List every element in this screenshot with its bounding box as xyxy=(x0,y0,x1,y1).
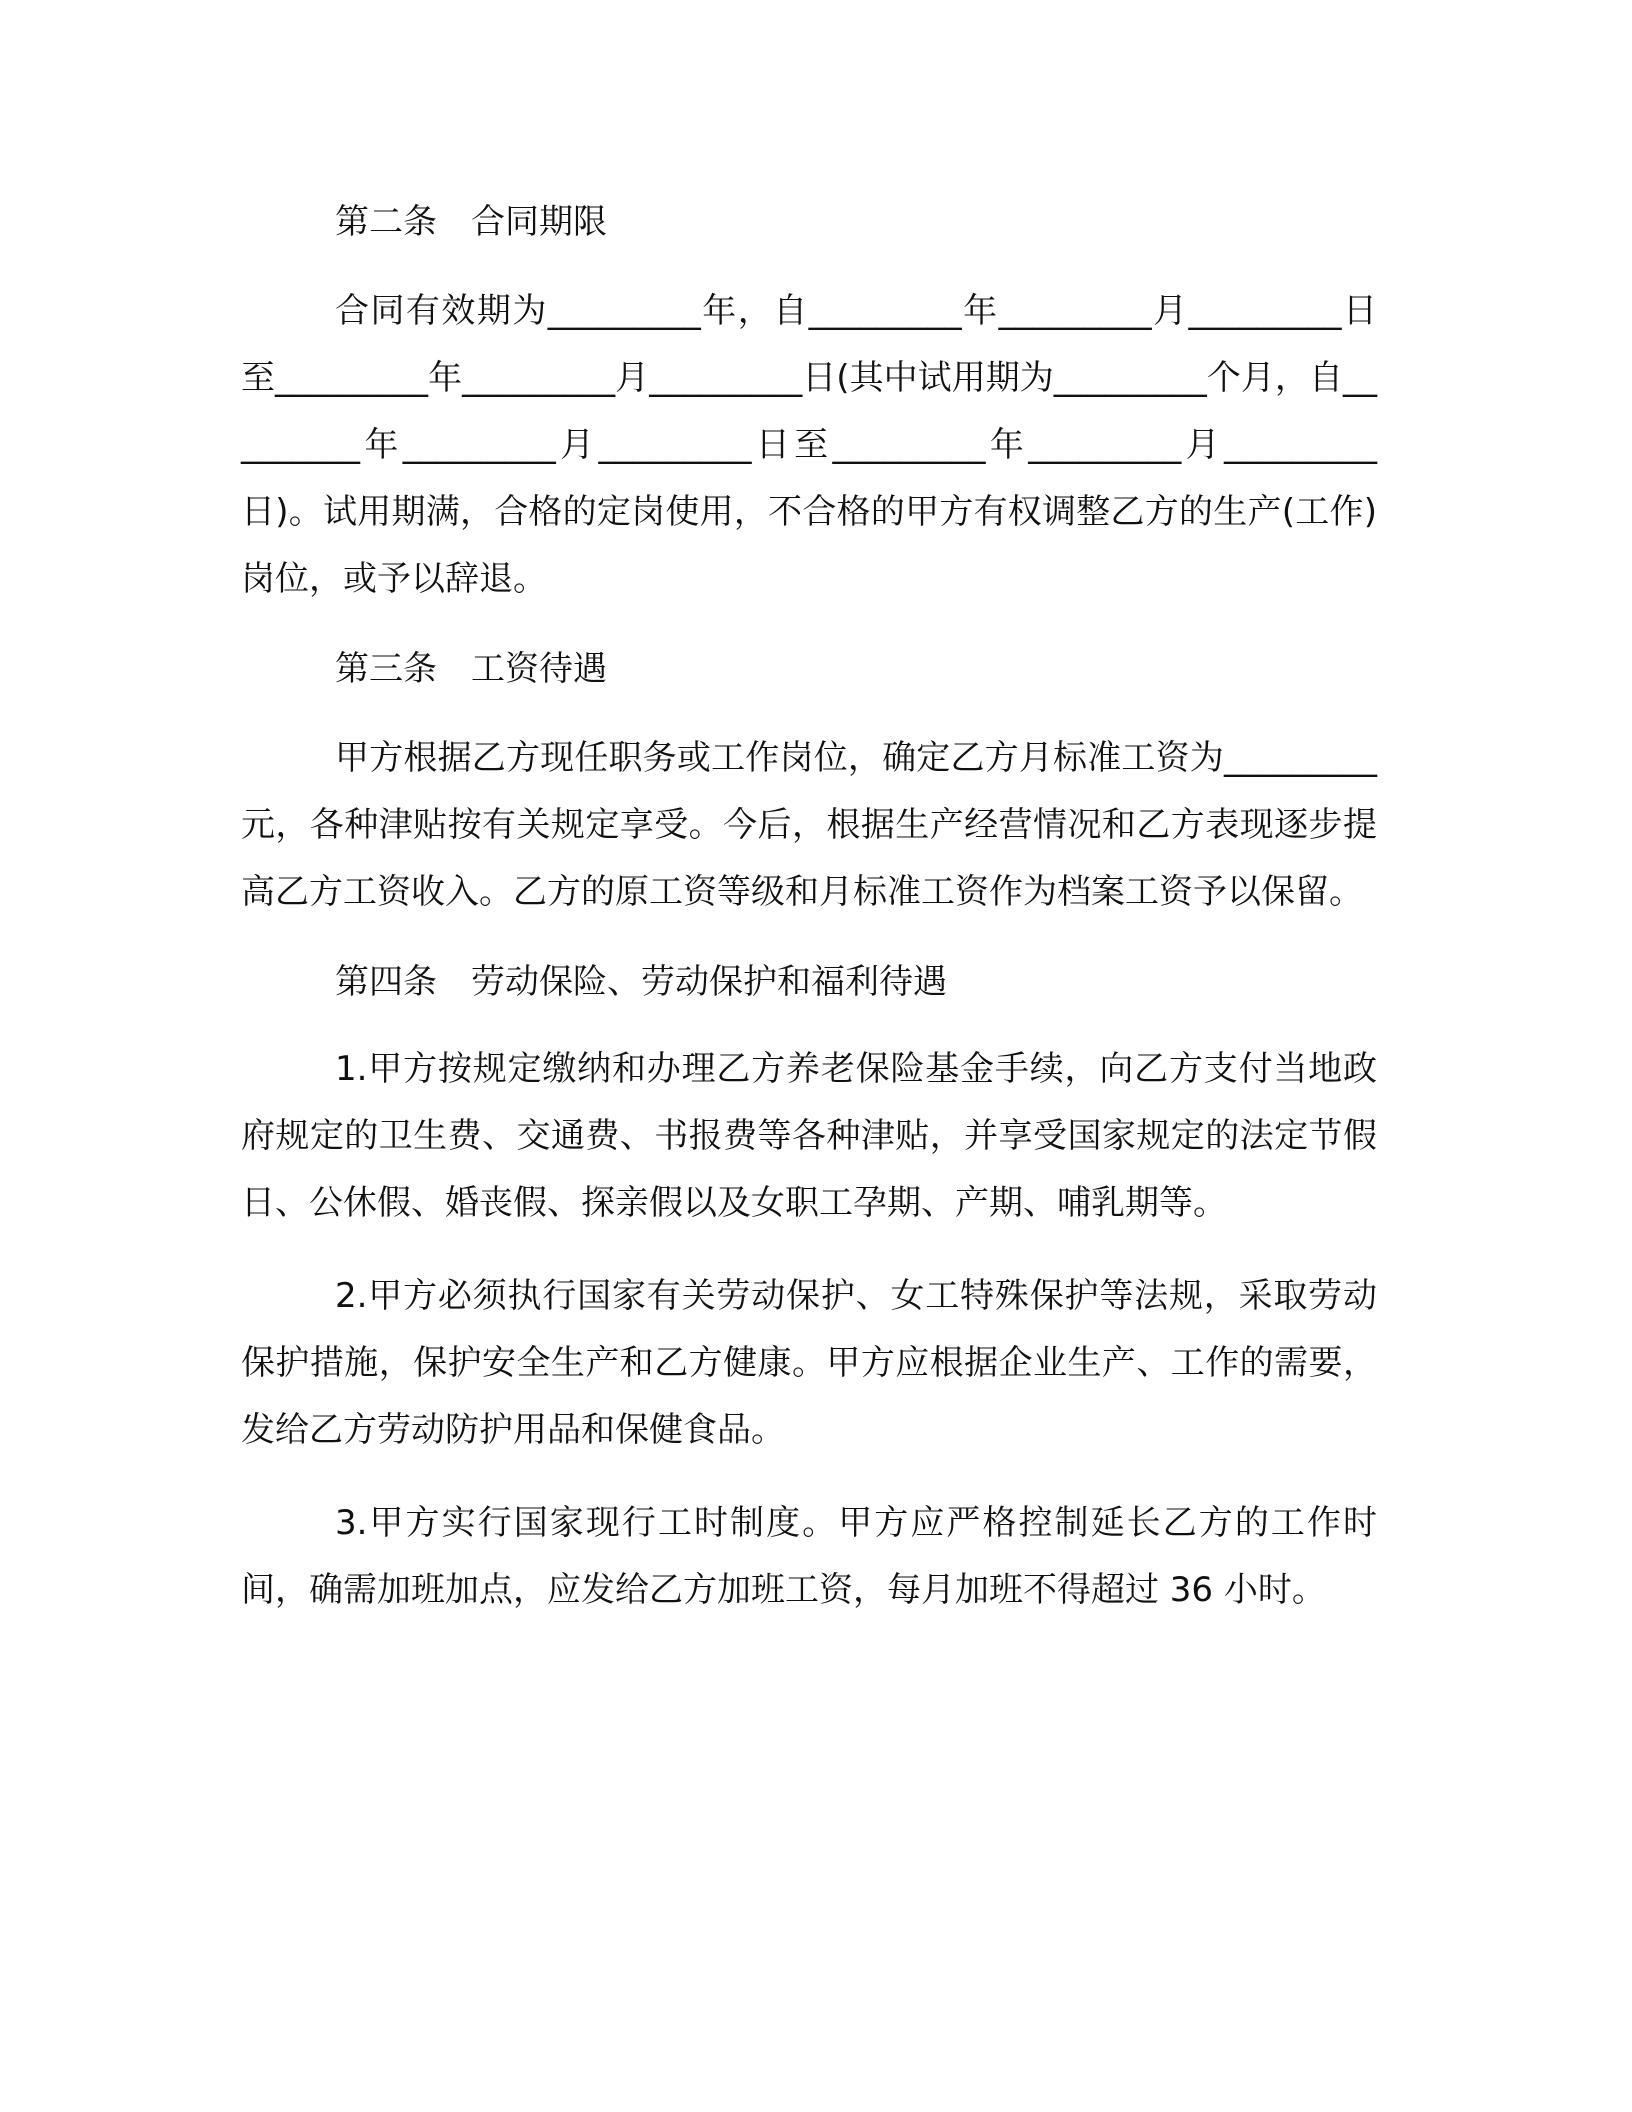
section-4-title: 劳动保险、劳动保护和福利待遇 xyxy=(471,962,947,1002)
section-2-number: 第二条 xyxy=(335,202,437,242)
section-3-title: 工资待遇 xyxy=(471,649,607,689)
section-2-heading xyxy=(241,188,1377,256)
section-2-title: 合同期限 xyxy=(471,202,607,242)
section-4-number: 第四条 xyxy=(335,962,437,1002)
section-4-heading xyxy=(241,948,1377,1016)
section-3-paragraph: 甲方根据乙方现任职务或工作岗位，确定乙方月标准工资为_________元，各种津贴按有关规定享受。今后，根据生产经营情况和乙方表现逐步提高乙方工资收入。乙方的原工资等级和月标准工资作为档案工资予以保留。 xyxy=(241,738,1377,912)
section-4-item-1: 1.甲方按规定缴纳和办理乙方养老保险基金手续，向乙方支付当地政府规定的卫生费、交通费、书报费等各种津贴，并享受国家规定的法定节假日、公休假、婚丧假、探亲假以及女职工孕期、产期、哺乳期等。 xyxy=(241,1049,1377,1223)
section-2-paragraph: 合同有效期为_________年，自_________年_________月_________日至_________年_________月_________日(其中试用期为_________个月，自_________年_________月_________日至_________年_________月_________日)。试用期满，合格的定岗使用，不合格的甲方有权调整乙方的生产(工作)岗位，或予以辞退。 xyxy=(241,291,1377,599)
section-3-heading xyxy=(241,635,1377,703)
section-4-item-2: 2.甲方必须执行国家有关劳动保护、女工特殊保护等法规，采取劳动保护措施，保护安全生产和乙方健康。甲方应根据企业生产、工作的需要，发给乙方劳动防护用品和保健食品。 xyxy=(241,1276,1377,1450)
section-3-number: 第三条 xyxy=(335,649,437,689)
section-4-item-3: 3.甲方实行国家现行工时制度。甲方应严格控制延长乙方的工作时间，确需加班加点，应发给乙方加班工资，每月加班不得超过 36 小时。 xyxy=(241,1503,1377,1610)
document-body xyxy=(241,188,1377,1624)
